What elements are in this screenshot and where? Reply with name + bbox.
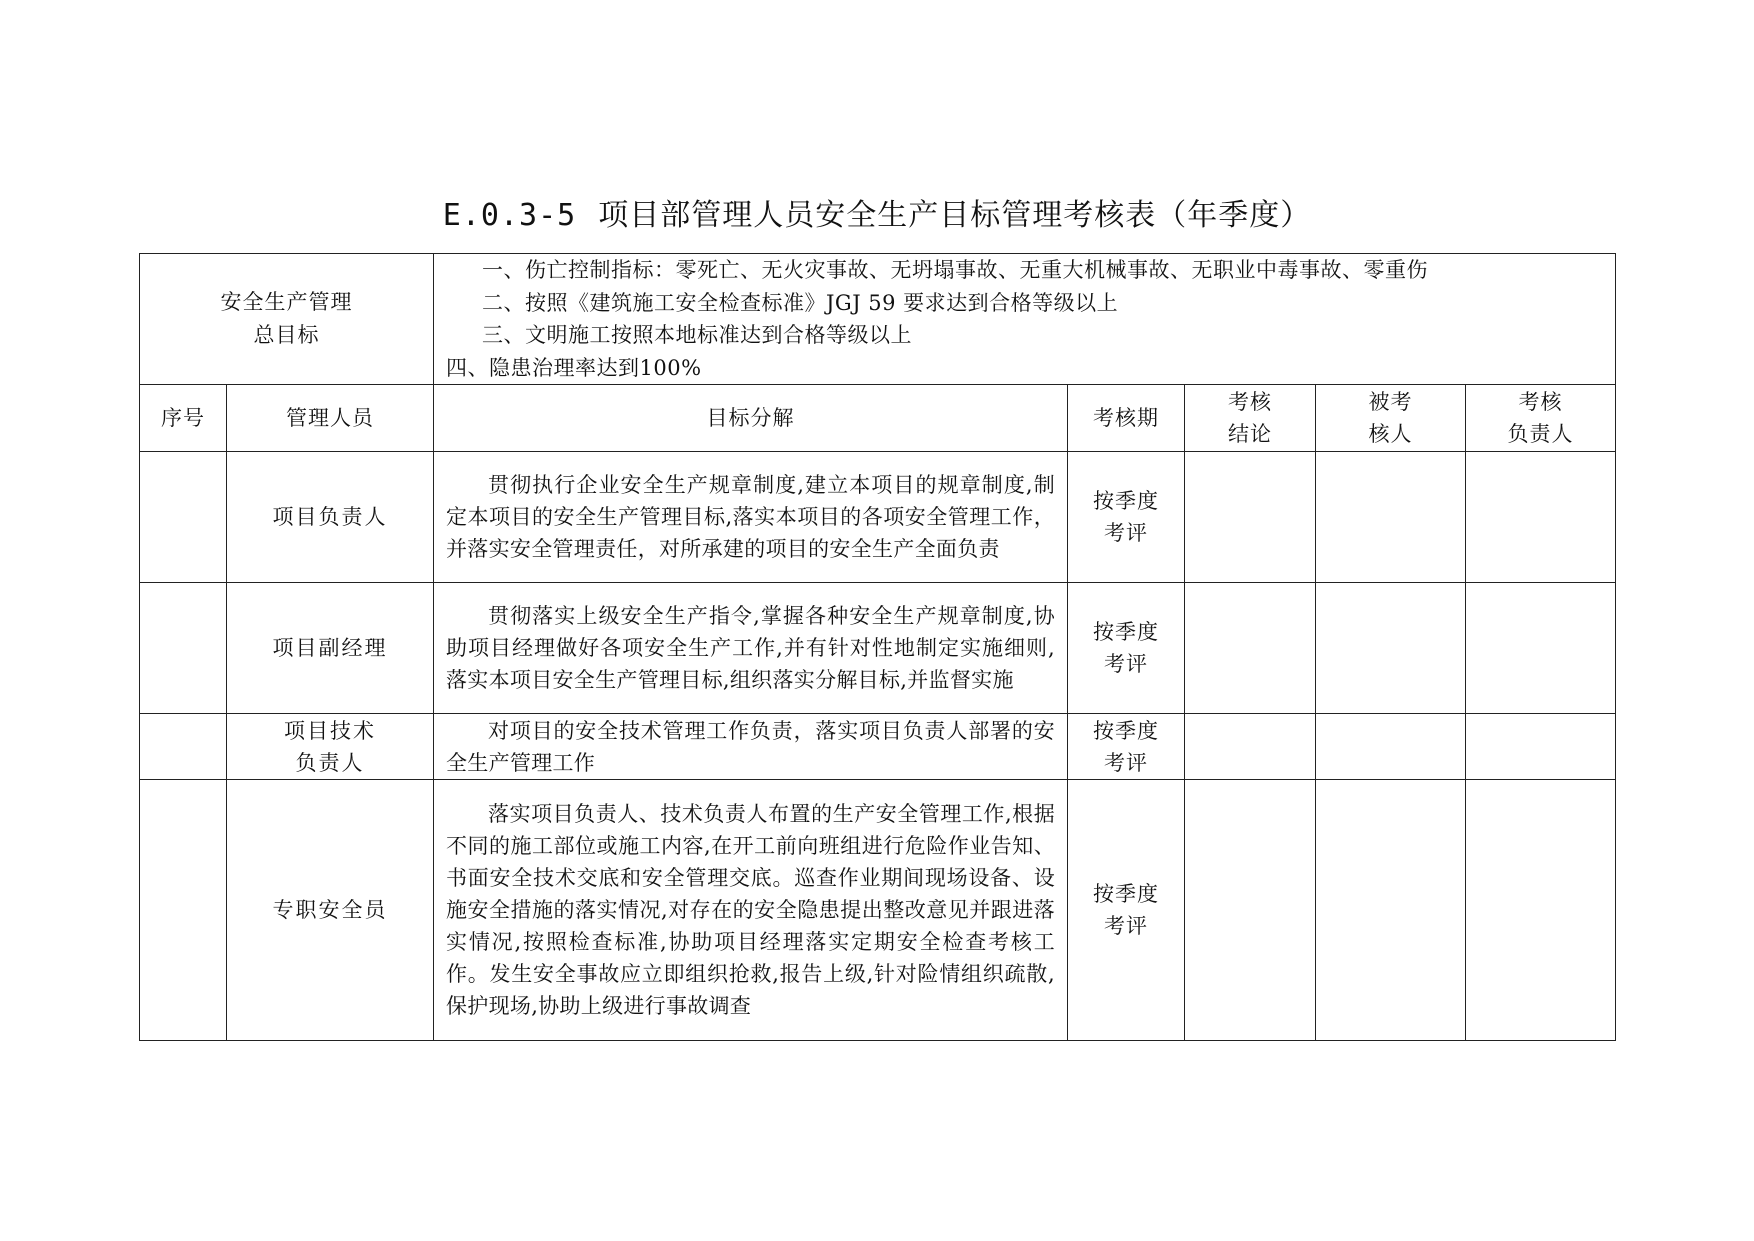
row-responsible[interactable] [1466,452,1616,583]
row-assessee[interactable] [1316,583,1466,714]
row-responsible[interactable] [1466,583,1616,714]
header-row [140,385,1616,452]
goal-item-hazard-rectification: 四、隐患治理率达到100% [446,355,702,380]
row-period [1068,714,1185,780]
header-responsible-line2: 负责人 [1507,422,1574,446]
header-assessee-line1: 被考 [1368,390,1413,414]
row-conclusion[interactable] [1185,780,1316,1041]
row-description: 对项目的安全技术管理工作负责，落实项目负责人部署的安全生产管理工作 [434,714,1068,780]
row-description: 贯彻执行企业安全生产规章制度,建立本项目的规章制度,制定本项目的安全生产管理目标,落实本项目的各项安全管理工作，并落实安全管理责任，对所承建的项目的安全生产全面负责 [434,452,1068,583]
header-person: 管理人员 [227,385,434,452]
row-role-line1: 项目副经理 [272,636,388,660]
goal-item-inspection-standard: 二、按照《建筑施工安全检查标准》JGJ 59 要求达到合格等级以上 [482,290,1119,315]
header-assessee-line2: 核人 [1368,422,1413,446]
row-responsible[interactable] [1466,714,1616,780]
row-seq [140,780,227,1041]
row-assessee[interactable] [1316,780,1466,1041]
goals-label-line2: 总目标 [253,323,320,347]
row-period-line1: 按季度 [1093,882,1159,906]
header-responsible-line1: 考核 [1518,390,1563,414]
table-row [140,714,1616,780]
goals-row [140,254,1616,385]
row-seq [140,452,227,583]
row-period-line1: 按季度 [1093,489,1159,513]
row-assessee[interactable] [1316,714,1466,780]
row-description: 贯彻落实上级安全生产指令,掌握各种安全生产规章制度,协助项目经理做好各项安全生产工作,并有针对性地制定实施细则,落实本项目安全生产管理目标,组织落实分解目标,并监督实施 [434,583,1068,714]
row-description: 落实项目负责人、技术负责人布置的生产安全管理工作,根据不同的施工部位或施工内容,在开工前向班组进行危险作业告知、书面安全技术交底和安全管理交底。巡查作业期间现场设备、设施安全措施的落实情况,对存在的安全隐患提出整改意见并跟进落实情况,按照检查标准,协助项目经理落实定期安全检查考核工作。发生安全事故应立即组织抢救,报告上级,针对险情组织疏散,保护现场,协助上级进行事故调查 [434,780,1068,1041]
header-conclusion-line2: 结论 [1228,422,1272,446]
header-assessee [1316,385,1466,452]
row-seq [140,583,227,714]
goal-item-casualty-control: 一、伤亡控制指标：零死亡、无火灾事故、无坍塌事故、无重大机械事故、无职业中毒事故、零重伤 [482,258,1428,282]
row-conclusion[interactable] [1185,583,1316,714]
row-period-line2: 考评 [1104,750,1148,775]
row-assessee[interactable] [1316,452,1466,583]
document-title-text: 项目部管理人员安全生产目标管理考核表（年季度） [598,198,1312,233]
row-seq [140,714,227,780]
header-period: 考核期 [1068,385,1185,452]
table-row [140,583,1616,714]
row-period [1068,452,1185,583]
table-row [140,780,1616,1041]
row-role [227,452,434,583]
row-role-line2: 负责人 [295,750,365,775]
row-role [227,714,434,780]
row-role-line1: 项目负责人 [272,505,388,529]
row-role [227,780,434,1041]
header-conclusion-line1: 考核 [1228,390,1272,414]
header-responsible [1466,385,1616,452]
row-conclusion[interactable] [1185,452,1316,583]
header-conclusion [1185,385,1316,452]
document-title [0,196,1754,236]
row-period-line2: 考评 [1104,914,1148,938]
row-conclusion[interactable] [1185,714,1316,780]
row-period-line1: 按季度 [1093,620,1159,644]
goals-label-line1: 安全生产管理 [220,290,353,314]
goal-item-civilized-construction: 三、文明施工按照本地标准达到合格等级以上 [482,323,912,347]
header-seq: 序号 [140,385,227,452]
row-role-line1: 专职安全员 [272,898,388,922]
goals-content-cell [434,254,1616,385]
header-breakdown: 目标分解 [434,385,1068,452]
row-period-line2: 考评 [1104,652,1148,676]
row-responsible[interactable] [1466,780,1616,1041]
assessment-table [139,253,1616,1041]
row-period-line2: 考评 [1104,521,1148,545]
row-role [227,583,434,714]
row-period-line1: 按季度 [1093,718,1159,743]
goals-label-cell [140,254,434,385]
table-row [140,452,1616,583]
row-period [1068,583,1185,714]
row-role-line1: 项目技术 [284,718,376,743]
document-code: E.0.3-5 [442,198,577,233]
row-period [1068,780,1185,1041]
